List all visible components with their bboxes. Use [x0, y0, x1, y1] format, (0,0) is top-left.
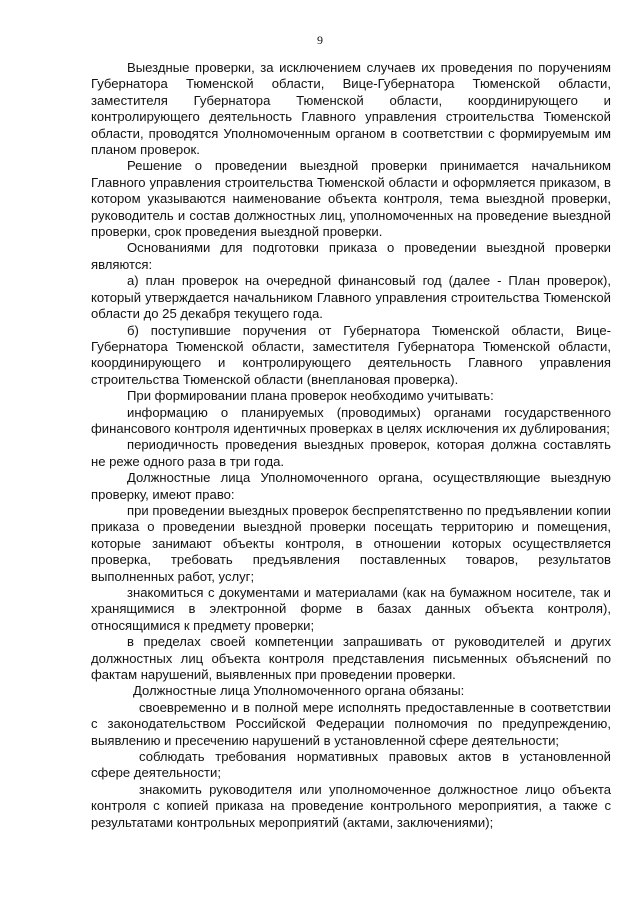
paragraph: знакомить руководителя или уполномоченное должностное лицо объекта контроля с копией приказа на проведение контрольного мероприятия, а также с результатами контрольных мероприятий (актами, заключениями);: [91, 781, 611, 830]
paragraph: периодичность проведения выездных проверок, которая должна составлять не реже одного раза в три года.: [91, 437, 611, 469]
paragraph: Должностные лица Уполномоченного органа обязаны:: [133, 683, 465, 699]
paragraph: Основаниями для подготовки приказа о проведении выездной проверки являются:: [91, 240, 611, 272]
paragraph: соблюдать требования нормативных правовых актов в установленной сфере деятельности;: [91, 749, 611, 781]
paragraph: Выездные проверки, за исключением случаев их проведения по поручениям Губернатора Тюменской области, Вице-Губернатора Тюменской области, заместителя Губернатора Тюменской области, координирующего и контролирующего деятельность Главного управления строительства Тюменской области, проводятся Уполномоченным органом в соответствии с формируемым им планом проверок.: [91, 60, 611, 158]
document-body: [91, 60, 611, 831]
paragraph: информацию о планируемых (проводимых) органами государственного финансового контроля идентичных проверках в целях исключения их дублирования;: [91, 404, 611, 436]
page-number: 9: [317, 33, 323, 47]
paragraph: При формировании плана проверок необходимо учитывать:: [127, 388, 494, 404]
paragraph: в пределах своей компетенции запрашивать от руководителей и других должностных лиц объекта контроля представления письменных объяснений по фактам нарушений, выявленных при проведении проверки.: [91, 634, 611, 683]
paragraph: Должностные лица Уполномоченного органа, осуществляющие выездную проверку, имеют право:: [91, 470, 611, 502]
paragraph: а) план проверок на очередной финансовый год (далее - План проверок), который утверждается начальником Главного управления строительства Тюменской области до 25 декабря текущего года.: [91, 273, 611, 322]
paragraph: знакомиться с документами и материалами (как на бумажном носителе, так и хранящимися в электронной форме в базах данных объекта контроля), относящимися к предмету проверки;: [91, 585, 611, 633]
paragraph: при проведении выездных проверок беспрепятственно по предъявлении копии приказа о проведении выездной проверки посещать территорию и помещения, которые занимают объекты контроля, в отношении которых осуществляется проверка, требовать предъявления поставленных товаров, результатов выполненных работ, услуг;: [91, 502, 611, 584]
paragraph: своевременно и в полной мере исполнять предоставленные в соответствии с законодательством Российской Федерации полномочия по предупреждению, выявлению и пресечению нарушений в установленной сфере деятельности;: [91, 699, 611, 748]
paragraph: б) поступившие поручения от Губернатора Тюменской области, Вице-Губернатора Тюменской области, заместителя Губернатора Тюменской области, координирующего и контролирующего деятельность Главного управления строительства Тюменской области (внеплановая проверка).: [91, 322, 611, 387]
paragraph: Решение о проведении выездной проверки принимается начальником Главного управления строительства Тюменской области и оформляется приказом, в котором указываются наименование объекта контроля, тема выездной проверки, руководитель и состав должностных лиц, уполномоченных на проведение выездной проверки, срок проведения выездной проверки.: [91, 158, 611, 240]
